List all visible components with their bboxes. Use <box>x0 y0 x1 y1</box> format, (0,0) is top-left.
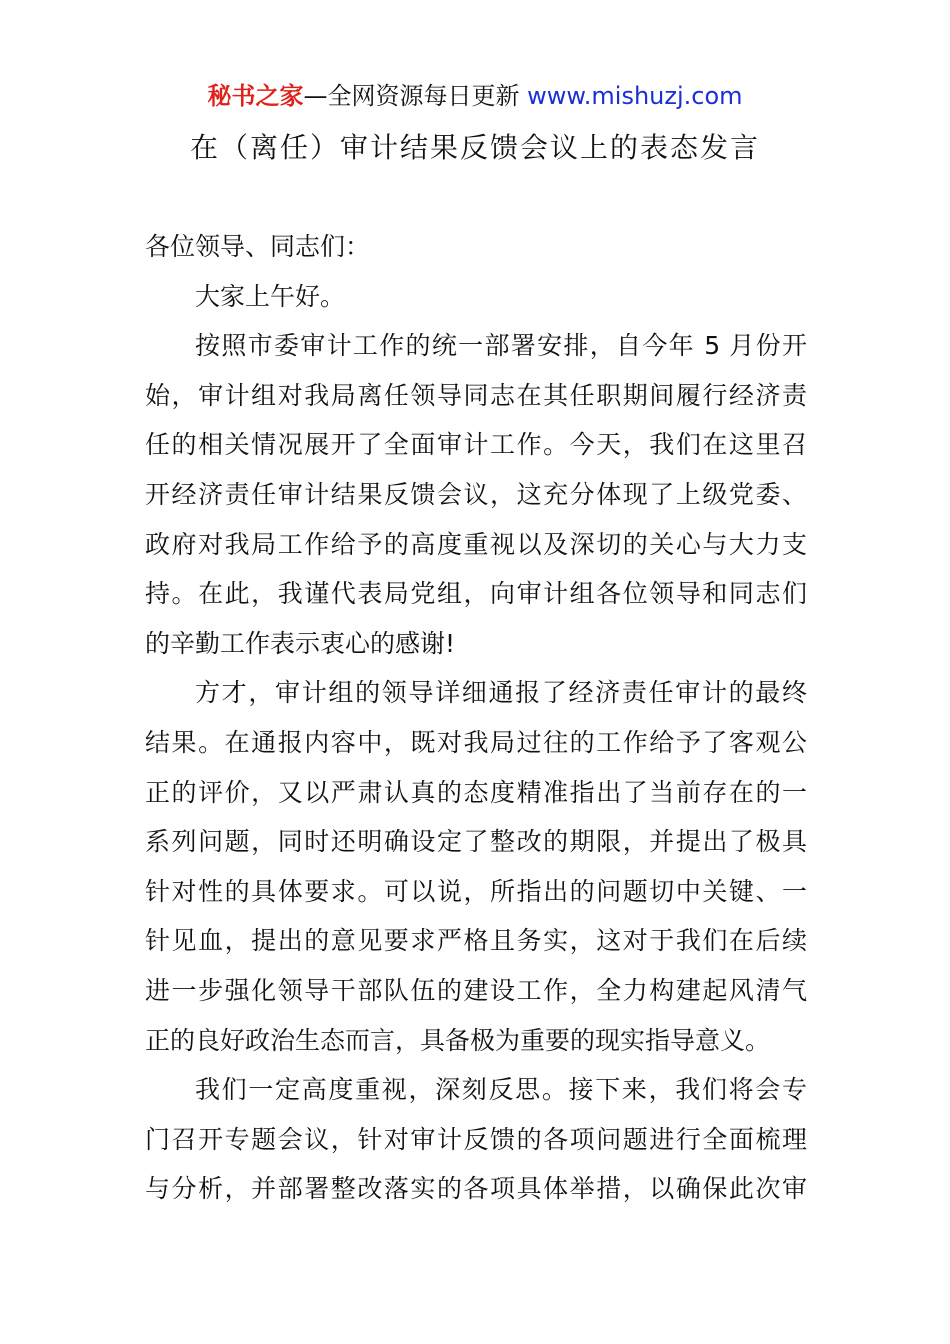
document-body <box>145 222 807 1214</box>
body-text-line: 我们一定高度重视，深刻反思。接下来，我们将会专 <box>195 1075 807 1105</box>
body-text-line: 始，审计组对我局离任领导同志在其任职期间履行经济责 <box>145 380 807 410</box>
body-text-line: 持。在此，我谨代表局党组，向审计组各位领导和同志们 <box>145 579 807 609</box>
body-text-line: 的辛勤工作表示衷心的感谢! <box>145 628 456 658</box>
body-text-line: 各位领导、同志们： <box>145 232 371 261</box>
body-text-line: 结果。在通报内容中，既对我局过往的工作给予了客观公 <box>145 727 807 757</box>
body-text-line: 进一步强化领导干部队伍的建设工作，全力构建起风清气 <box>145 975 807 1005</box>
body-text-line: 开经济责任审计结果反馈会议，这充分体现了上级党委、 <box>145 479 807 509</box>
body-text-line: 正的评价，又以严肃认真的态度精准指出了当前存在的一 <box>145 777 807 807</box>
body-text-line: 与分析，并部署整改落实的各项具体举措，以确保此次审 <box>145 1174 807 1204</box>
body-text-line: 任的相关情况展开了全面审计工作。今天，我们在这里召 <box>145 430 807 460</box>
site-brand: 秘书之家 <box>207 82 304 110</box>
body-text-line: 系列问题，同时还明确设定了整改的期限，并提出了极具 <box>145 827 807 857</box>
body-text-line: 政府对我局工作给予的高度重视以及深切的关心与大力支 <box>145 529 807 559</box>
body-text-line: 方才，审计组的领导详细通报了经济责任审计的最终 <box>195 678 807 708</box>
body-text-line: 针对性的具体要求。可以说，所指出的问题切中关键、一 <box>145 876 807 906</box>
body-text-line: 针见血，提出的意见要求严格且务实，这对于我们在后续 <box>145 926 807 956</box>
body-text-line: 大家上午好。 <box>195 281 346 311</box>
body-text-line: 按照市委审计工作的统一部署安排，自今年 5 月份开 <box>195 331 807 361</box>
site-url-link[interactable]: www.mishuzj.com <box>527 82 743 110</box>
body-text-line: 门召开专题会议，针对审计反馈的各项问题进行全面梳理 <box>145 1124 807 1154</box>
body-text-line: 正的良好政治生态而言，具备极为重要的现实指导意义。 <box>145 1025 771 1055</box>
document-title: 在（离任）审计结果反馈会议上的表态发言 <box>189 131 760 164</box>
site-tagline: —全网资源每日更新 <box>303 82 528 110</box>
site-header <box>0 78 950 114</box>
